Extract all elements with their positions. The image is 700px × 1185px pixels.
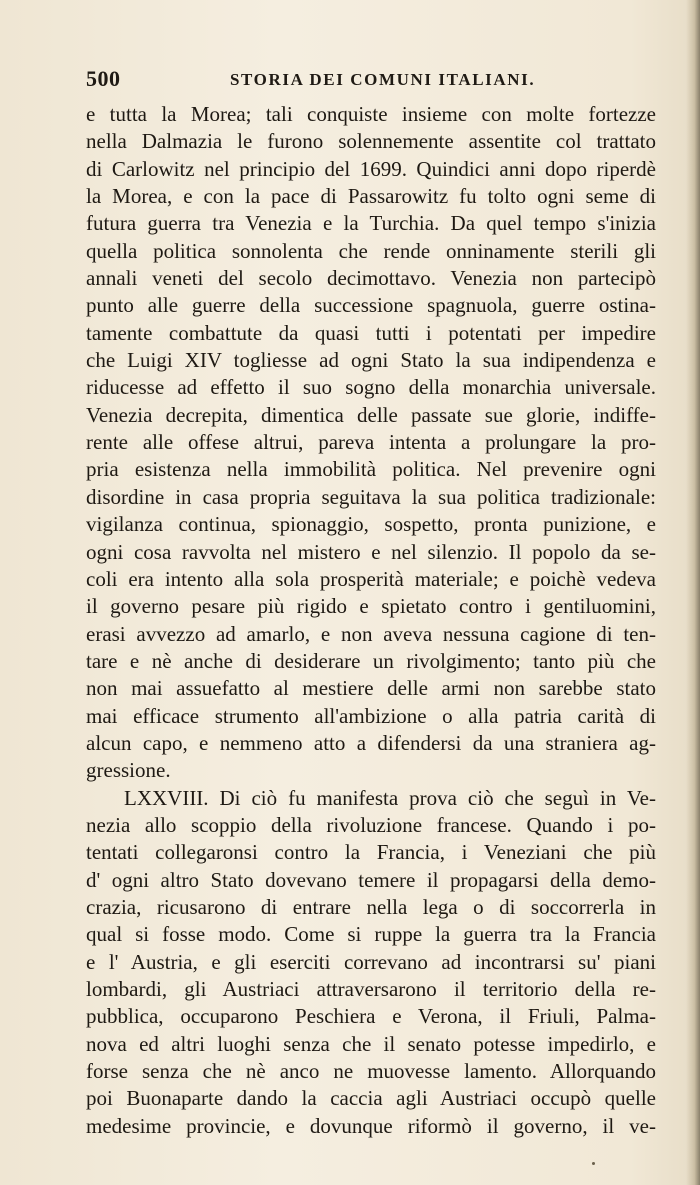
text-line: coli era intento alla sola prosperità materiale; e poichè vedeva [86, 566, 656, 591]
text-line: il governo pesare più rigido e spietato contro i gentiluomini, [86, 594, 656, 619]
text-line: e tutta la Morea; tali conquiste insieme con molte fortezze [86, 102, 656, 126]
text-line: forse senza che nè anco ne muovesse lamento. Allorquando [86, 1059, 656, 1084]
text-line: rente alle offese altrui, pareva intenta a prolungare la pro- [86, 430, 656, 455]
text-line: qual si fosse modo. Come si ruppe la guerra tra la Francia [86, 922, 656, 947]
paper-speck [592, 1162, 595, 1165]
section-heading-line: LXXVIII. Di ciò fu manifesta prova ciò che seguì in Ve- [124, 785, 656, 810]
text-line: crazia, ricusarono di entrare nella lega o di soccorrerla in [86, 894, 656, 919]
text-line: tare e nè anche di desiderare un rivolgimento; tanto più che [86, 648, 656, 673]
text-line: pria esistenza nella immobilità politica. Nel prevenire ogni [86, 457, 656, 482]
text-line: Venezia decrepita, dimentica delle passate sue glorie, indiffe- [86, 402, 656, 427]
text-line: la Morea, e con la pace di Passarowitz fu tolto ogni seme di [86, 184, 656, 209]
page-number: 500 [86, 66, 121, 91]
page-header [86, 66, 656, 94]
running-title: STORIA DEI COMUNI ITALIANI. [230, 70, 536, 89]
text-line: vigilanza continua, spionaggio, sospetto, pronta punizione, e [86, 512, 656, 537]
text-line: d' ogni altro Stato dovevano temere il propagarsi della demo- [86, 867, 656, 892]
text-line: e l' Austria, e gli eserciti correvano ad incontrarsi su' piani [86, 949, 656, 974]
text-line: tentati collegaronsi contro la Francia, i Veneziani che più [86, 840, 656, 865]
text-line: nezia allo scoppio della rivoluzione francese. Quando i po- [86, 812, 656, 837]
text-line: mai efficace strumento all'ambizione o alla patria carità di [86, 703, 656, 728]
text-line: nella Dalmazia le furono solennemente assentite col trattato [86, 129, 656, 154]
text-line: gressione. [86, 758, 171, 783]
text-line: alcun capo, e nemmeno atto a difendersi da una straniera ag- [86, 730, 656, 755]
text-line: lombardi, gli Austriaci attraversarono il territorio della re- [86, 977, 656, 1001]
text-line: poi Buonaparte dando la caccia agli Austriaci occupò quelle [86, 1086, 656, 1111]
text-line: pubblica, occuparono Peschiera e Verona, il Friuli, Palma- [86, 1004, 656, 1029]
text-line: ogni cosa ravvolta nel mistero e nel silenzio. Il popolo da se- [86, 539, 656, 564]
body-text [86, 101, 656, 1140]
text-line: annali veneti del secolo decimottavo. Venezia non partecipò [86, 266, 656, 291]
page-edge-shadow [686, 0, 700, 1185]
text-line: disordine in casa propria seguitava la sua politica tradizionale: [86, 484, 656, 509]
text-line: medesime provincie, e dovunque riformò il governo, il ve- [86, 1113, 656, 1138]
text-line: futura guerra tra Venezia e la Turchia. Da quel tempo s'inizia [86, 211, 656, 236]
text-line: erasi avvezzo ad amarlo, e non aveva nessuna cagione di ten- [86, 621, 656, 646]
text-line: che Luigi XIV togliesse ad ogni Stato la sua indipendenza e [86, 348, 656, 373]
text-line: tamente combattute da quasi tutti i potentati per impedire [86, 320, 656, 345]
text-line: non mai assuefatto al mestiere delle armi non sarebbe stato [86, 676, 656, 701]
text-line: riducesse ad effetto il suo sogno della monarchia universale. [86, 375, 656, 400]
text-line: punto alle guerre della successione spagnuola, guerre ostina- [86, 293, 656, 318]
text-line: nova ed altri luoghi senza che il senato potesse impedirlo, e [86, 1031, 656, 1056]
text-line: quella politica sonnolenta che rende onninamente sterili gli [86, 238, 656, 263]
text-line: di Carlowitz nel principio del 1699. Quindici anni dopo riperdè [86, 156, 656, 181]
